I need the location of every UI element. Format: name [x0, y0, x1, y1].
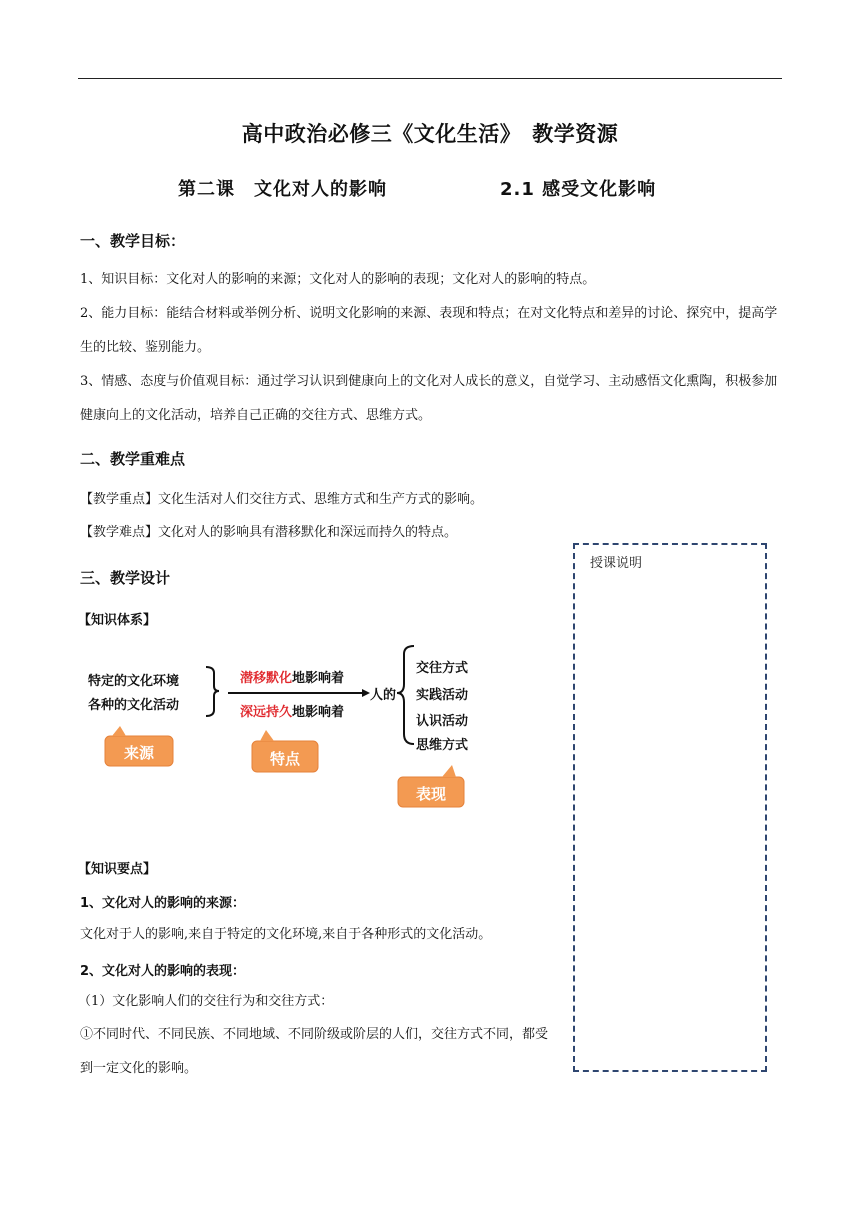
point-1-heading: 1、文化对人的影响的来源：	[80, 896, 246, 911]
effect-practice: 实践活动	[416, 688, 469, 703]
source-bubble-label: 来源	[123, 744, 154, 762]
target-person: 人的	[370, 688, 397, 703]
effect-cognition: 认识活动	[416, 714, 469, 729]
objective-2: 2、能力目标：能结合材料或举例分析、说明文化影响的来源、表现和特点；在对文化特点和差异的讨论、探究中，提高学生的比较、鉴别能力。	[80, 306, 778, 355]
source-environment: 特定的文化环境	[88, 674, 180, 689]
teaching-notes-label: 授课说明	[590, 556, 643, 571]
feature-2: 深远持久地影响着	[240, 705, 345, 720]
feature-1: 潜移默化地影响着	[240, 671, 345, 686]
difficulty-label: 【教学难点】	[80, 525, 159, 540]
lesson-title: 第二课 文化对人的影响	[178, 179, 387, 200]
objective-1: 1、知识目标：文化对人的影响的来源；文化对人的影响的表现；文化对人的影响的特点。	[80, 272, 596, 287]
feature-bubble-tail	[260, 730, 274, 741]
influence-arrowhead	[362, 689, 370, 697]
objectives-heading: 一、教学目标：	[80, 232, 186, 250]
focus-text: 文化生活对人们交往方式、思维方式和生产方式的影响。	[158, 492, 484, 507]
page-title: 高中政治必修三《文化生活》 教学资源	[241, 122, 619, 146]
objective-3: 3、情感、态度与价值观目标：通过学习认识到健康向上的文化对人成长的意义，自觉学习、主动感悟文化熏陶，积极参加健康向上的文化活动，培养自己正确的交往方式、思维方式。	[80, 374, 778, 423]
knowledge-points-label: 【知识要点】	[78, 862, 157, 877]
section-title: 2.1 感受文化影响	[500, 179, 657, 200]
effects-brace	[397, 646, 414, 744]
design-heading: 三、教学设计	[80, 569, 171, 587]
feature-bubble-label: 特点	[269, 750, 300, 768]
point-2-sub: （1）文化影响人们的交往行为和交往方式：	[78, 994, 334, 1009]
point-2-heading: 2、文化对人的影响的表现：	[80, 964, 246, 979]
keypoints-heading: 二、教学重难点	[80, 450, 186, 468]
effect-bubble-label: 表现	[415, 785, 446, 803]
point-1-text: 文化对于人的影响,来自于特定的文化环境,来自于各种形式的文化活动。	[80, 927, 492, 942]
source-brace	[206, 667, 219, 716]
focus-label: 【教学重点】	[80, 492, 159, 507]
difficulty-text: 文化对人的影响具有潜移默化和深远而持久的特点。	[158, 525, 458, 540]
effect-communication: 交往方式	[416, 661, 469, 676]
point-2-item: ①不同时代、不同民族、不同地域、不同阶级或阶层的人们，交往方式不同，都受到一定文化的影响。	[80, 1027, 549, 1076]
knowledge-system-label: 【知识体系】	[78, 613, 157, 628]
effect-thinking: 思维方式	[416, 738, 469, 753]
effect-bubble-tail	[442, 765, 456, 777]
source-activities: 各种的文化活动	[88, 698, 180, 713]
source-bubble-tail	[112, 726, 126, 736]
